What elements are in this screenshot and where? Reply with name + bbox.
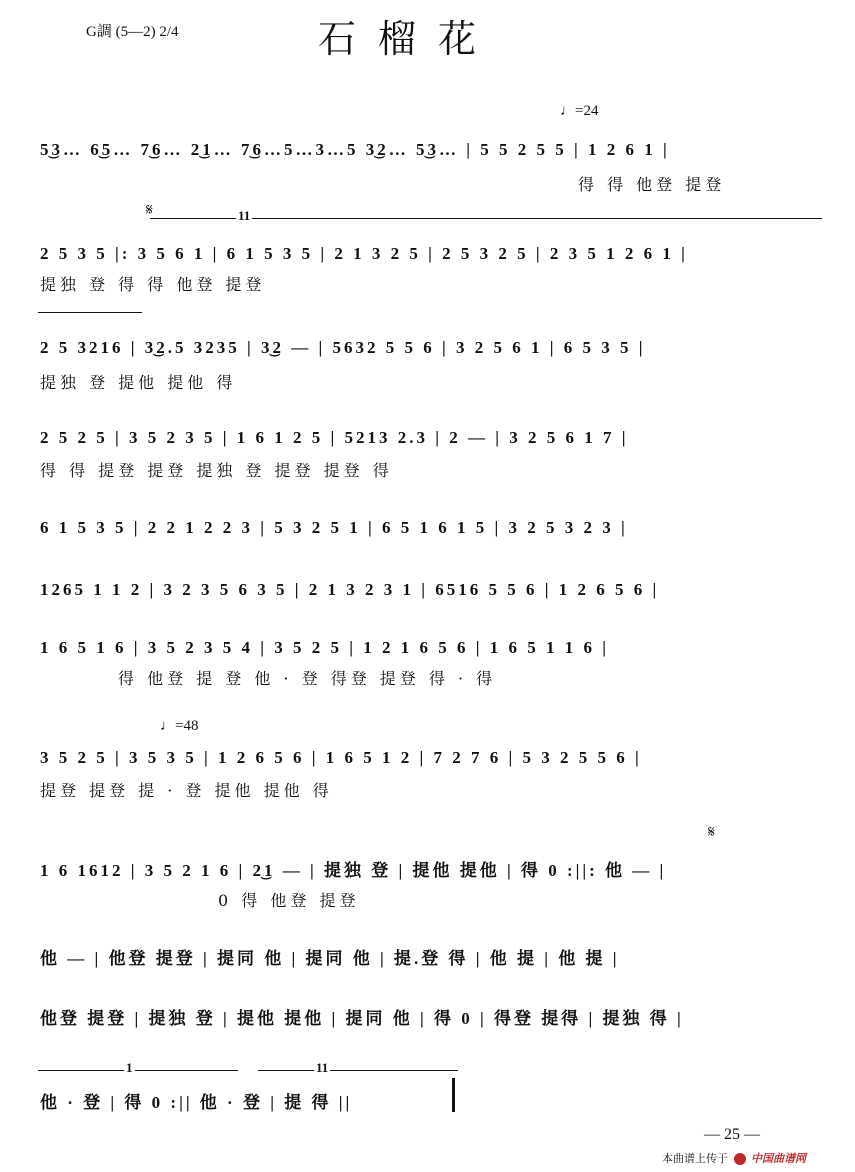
lyrics-row-4: 得 得 提登 提登 提独 登 提登 提登 得 <box>40 461 393 480</box>
score-row-7: 1 6 5 1 6 | 3 5 2 3 5 4 | 3 5 2 5 | 1 2 1 6 5 6 | 1 6 5 1 1 6 | <box>40 638 609 657</box>
score-row-3: 2 5 3216 | 3͜2.5 3235 | 3͜2 — | 5632 5 5 6 | 3 2 5 6 1 | 6 5 3 5 | <box>40 338 646 357</box>
score-row-9: 1 6 1612 | 3 5 2 1 6 | 2͜1 — | 提独 登 | 提他 提他 | 得 0 :||: 他 — | <box>40 861 667 880</box>
volta-bracket-11 <box>150 208 822 229</box>
score-row-10: 他 — | 他登 提登 | 提同 他 | 提同 他 | 提.登 得 | 他 提 | 他 提 | <box>40 949 620 968</box>
footer-credit <box>662 1150 806 1166</box>
score-row-5: 6 1 5 3 5 | 2 2 1 2 2 3 | 5 3 2 5 1 | 6 5 1 6 1 5 | 3 2 5 3 2 3 | <box>40 518 628 537</box>
score-row-2: 2 5 3 5 |: 3 5 6 1 | 6 1 5 3 5 | 2 1 3 2 5 | 2 5 3 2 5 | 2 3 5 1 2 6 1 | <box>40 244 688 263</box>
score-row-6: 1265 1 1 2 | 3 2 3 5 6 3 5 | 2 1 3 2 3 1 | 6516 5 5 6 | 1 2 6 5 6 | <box>40 580 660 599</box>
lyrics-row-1: 得 得 他登 提登 <box>578 175 726 194</box>
volta-bracket-11b <box>258 1060 458 1081</box>
footer-site-name[interactable]: 中国曲谱网 <box>751 1152 806 1165</box>
volta-number: 1 <box>126 1060 133 1075</box>
page-title: 石榴花 <box>318 17 499 61</box>
volta-number: 11 <box>238 208 251 223</box>
volta-number: 11 <box>316 1060 329 1075</box>
footer-uploaded: 本曲谱上传于 <box>662 1152 728 1165</box>
score-row-11: 他登 提登 | 提独 登 | 提他 提他 | 提同 他 | 得 0 | 得登 提得 | 提独 得 | <box>40 1009 684 1028</box>
segno-icon: 𝄋 <box>708 822 715 841</box>
score-row-1: 5͜3… 6͜5… 7͜6… 2͜1… 7͜6…5…3…5 3͜2… 5͜3… | 5 5 2 5 5 | 1 2 6 1 | <box>40 140 670 159</box>
site-logo-icon <box>734 1153 746 1165</box>
lyrics-row-3: 提独 登 提他 提他 得 <box>40 373 237 392</box>
lyrics-row-2: 提独 登 得 得 他登 提登 <box>40 275 266 294</box>
page-number: — 25 — <box>704 1126 760 1143</box>
volta-bracket-1 <box>38 1060 238 1081</box>
volta-bracket-continue <box>38 312 142 323</box>
tempo-mark-2: ♩=48 <box>160 718 199 734</box>
score-row-4: 2 5 2 5 | 3 5 2 3 5 | 1 6 1 2 5 | 5213 2.3 | 2 — | 3 2 5 6 1 7 | <box>40 428 629 447</box>
segno-icon: 𝄋 <box>146 200 153 219</box>
lyrics-row-8: 提登 提登 提 · 登 提他 提他 得 <box>40 781 333 800</box>
final-barline <box>452 1078 455 1112</box>
score-row-8: 3 5 2 5 | 3 5 3 5 | 1 2 6 5 6 | 1 6 5 1 2 | 7 2 7 6 | 5 3 2 5 5 6 | <box>40 748 642 767</box>
key-signature: G調 (5—2) 2/4 <box>86 24 179 40</box>
tempo-mark-1: ♩=24 <box>560 103 599 119</box>
sub-lyrics-row-9: 0 得 他登 提登 <box>218 891 360 910</box>
lyrics-row-7: 得 他登 提 登 他 · 登 得登 提登 得 · 得 <box>118 669 497 688</box>
score-row-12: 他 · 登 | 得 0 :|| 他 · 登 | 提 得 || <box>40 1093 353 1112</box>
